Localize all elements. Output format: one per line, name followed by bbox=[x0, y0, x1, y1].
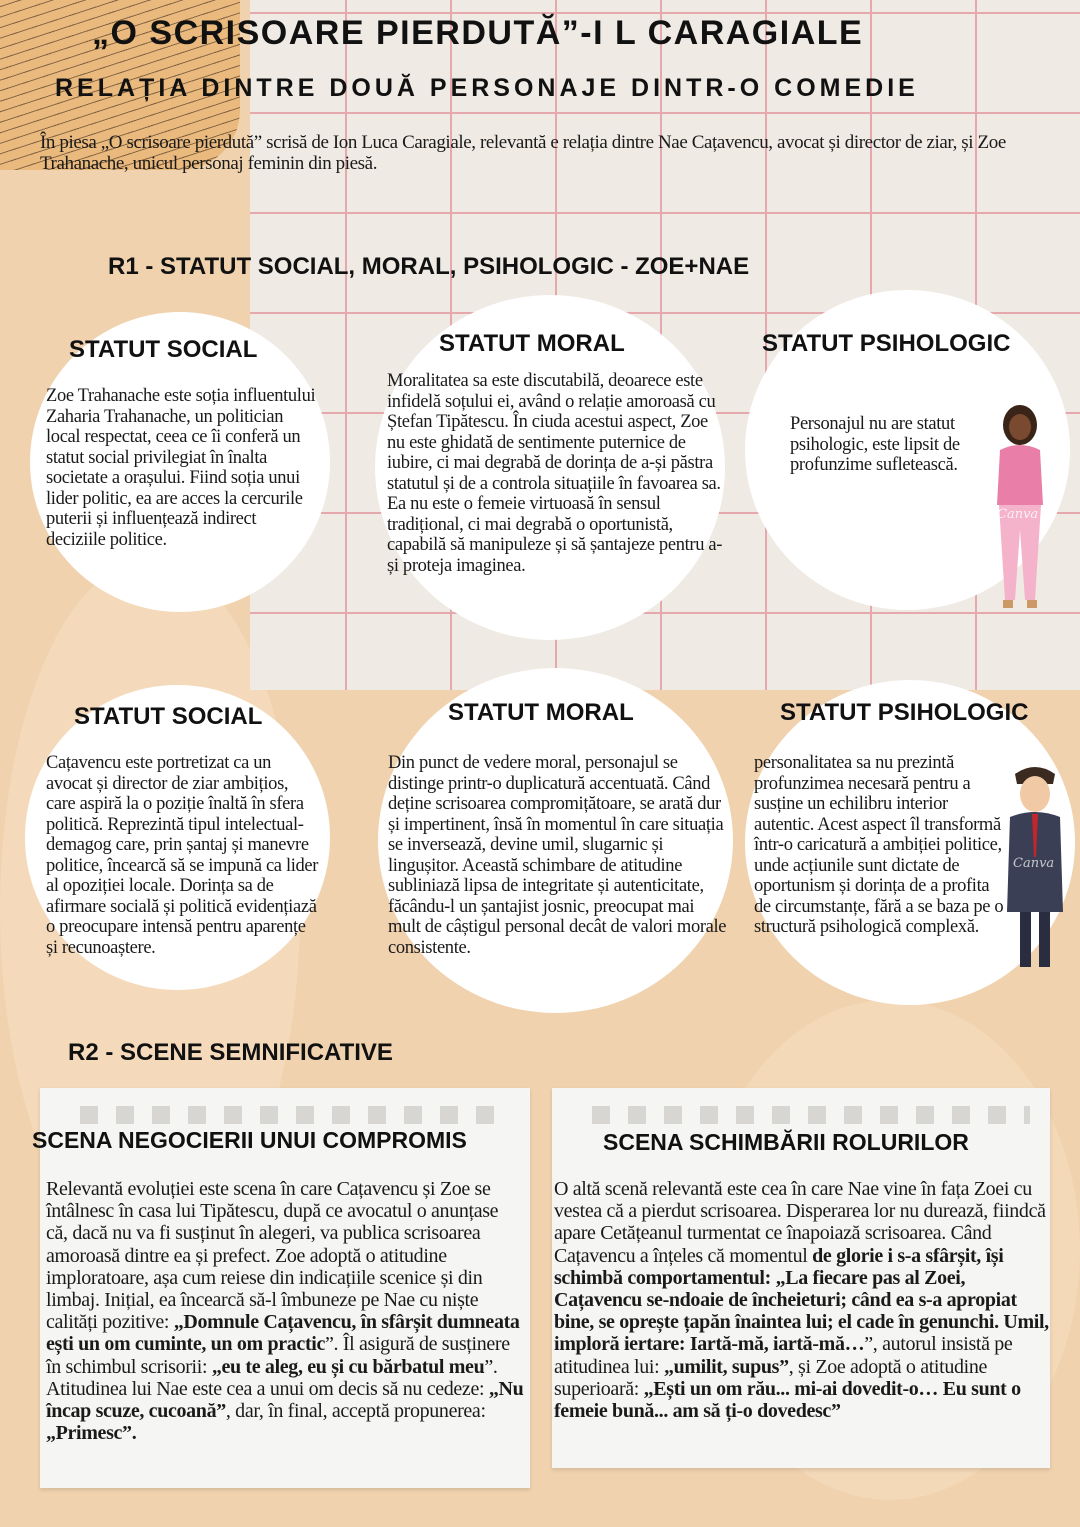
text-segment: ”. Îl asigură de susținere în schimbul scrisorii: bbox=[46, 1333, 510, 1378]
quote: „Domnule Cațavencu, în sfârșit dumneata ești un om cuminte, un om practic bbox=[46, 1311, 520, 1356]
nae-moral-text: Din punct de vedere moral, personajul se distinge printr-o duplicatură accentuată. Când deține scrisoarea compromițătoare, se arată dur și impertinent, însă în momentul în care situația se inversează, devine umil, slugarnic și lingușitor. Această schimbare de atitudine subliniază lipsa de integritate și autenticitate, făcându-l un șantajist josnic, preocupat mai mult de câștigul personal decât de valori morale consistente. bbox=[388, 753, 727, 958]
nae-psychological-text: personalitatea sa nu prezintă profunzimea necesară pentru a susține un echilibru interior autentic. Acest aspect îl transformă într-o caricatură a ambiției politice, unde acțiunile sunt dictate de oportunism și dorința de a profita de circumstanțe, fără a se baza pe o structură psihologică complexă. bbox=[754, 753, 1004, 937]
text-segment: , și Zoe adoptă o atitudine superioară: bbox=[554, 1355, 988, 1400]
quote: „umilit, supus” bbox=[663, 1355, 789, 1378]
woman-illustration-icon bbox=[985, 400, 1055, 615]
text-segment: , dar, în final, acceptă propunerea: bbox=[225, 1400, 486, 1423]
scene1-title: SCENA NEGOCIERII UNUI COMPROMIS bbox=[32, 1127, 467, 1153]
zoe-psychological-text: Personajul nu are statut psihologic, este lipsit de profunzime sufletească. bbox=[790, 414, 960, 475]
scene1-text bbox=[46, 1178, 524, 1444]
text-segment: ”. Atitudinea lui Nae este cea a unui om decis să nu cedeze: bbox=[46, 1355, 498, 1400]
zoe-psychological-title: STATUT PSIHOLOGIC bbox=[762, 330, 1011, 357]
paper-holes bbox=[80, 1106, 510, 1124]
nae-psychological-title: STATUT PSIHOLOGIC bbox=[780, 699, 1029, 726]
man-illustration-icon bbox=[1005, 762, 1065, 972]
page-title: „O SCRISOARE PIERDUTĂ”-I L CARAGIALE bbox=[92, 14, 864, 52]
quote: „Ești un om rău... mi-ai dovedit-o… Eu sunt o femeie bună... am să ți-o dovedesc” bbox=[554, 1377, 1021, 1423]
scene2-title: SCENA SCHIMBĂRII ROLURILOR bbox=[603, 1129, 969, 1155]
zoe-social-text: Zoe Trahanache este soția influentului Zaharia Trahanache, un politician local respectat, ceea ce îi conferă un statut social privilegiat în înalta societate a orașului. Fiind soția unui lider politic, ea are acces la cercurile puterii și influențează indirect deciziile politice. bbox=[46, 386, 316, 550]
nae-moral-title: STATUT MORAL bbox=[448, 699, 634, 726]
quote: „eu te aleg, eu și cu bărbatul meu bbox=[211, 1355, 485, 1378]
intro-paragraph: În piesa „O scrisoare pierdută” scrisă de Ion Luca Caragiale, relevantă e relația dintre Nae Cațavencu, avocat și director de ziar, și Zoe Trahanache, unicul personaj feminin din piesă. bbox=[40, 132, 1006, 174]
text-segment: Relevantă evoluției este scena în care Cațavencu și Zoe se întâlnesc în casa lui Tipătescu, după ce avocatul o anunțase că, dacă nu va fi susținut în alegeri, va publica scrisoarea amoroasă dintre ea și prefect. Zoe adoptă o atitudine imploratoare, așa cum reiese din indicațiile scenice și din limbaj. Inițial, ea încearcă să-l îmbuneze pe Nae cu niște calități pozitive: bbox=[46, 1178, 499, 1334]
watermark: Canva bbox=[997, 507, 1039, 522]
paper-holes bbox=[592, 1106, 1030, 1124]
zoe-moral-title: STATUT MORAL bbox=[439, 330, 625, 357]
page-subtitle: RELAȚIA DINTRE DOUĂ PERSONAJE DINTR-O COMEDIE bbox=[55, 74, 919, 102]
watermark: Canva bbox=[1013, 856, 1055, 871]
section-heading-r2: R2 - SCENE SEMNIFICATIVE bbox=[68, 1039, 393, 1066]
quote: „Primesc”. bbox=[46, 1422, 137, 1445]
nae-social-title: STATUT SOCIAL bbox=[74, 703, 263, 730]
quote: de glorie i s-a sfârșit, își schimbă comportamentul: „La fiecare pas al Zoei, Cațavencu se-ndoaie de încheieturi; când ea s-a apropiat bine, se oprește țapăn înaintea lui; el cade în genunchi. Umil, imploră iertare: Iartă-mă, iartă-mă… bbox=[554, 1244, 1049, 1356]
zoe-moral-text: Moralitatea sa este discutabilă, deoarece este infidelă soțului ei, având o relație amoroasă cu Ștefan Tipătescu. În ciuda acestui aspect, Zoe nu este ghidată de sentimente puternice de iubire, ci mai degrabă de dorința de a-și păstra statutul și de a controla situațiile în favoarea sa. Ea nu este o femeie virtuoasă în sensul tradițional, ci mai degrabă o oportunistă, capabilă să manipuleze și să șantajeze pentru a-și proteja imaginea. bbox=[387, 371, 723, 576]
text-segment: ”, autorul insistă pe atitudinea lui: bbox=[554, 1333, 1013, 1378]
nae-social-text: Cațavencu este portretizat ca un avocat și director de ziar ambițios, care aspiră la o poziție înaltă în sfera politică. Reprezintă tipul intelectual-demagog care, prin șantaj și manevre politice, încearcă să se impună ca lider al opoziției locale. Dorința sa de afirmare socială și politică evidențiază o preocupare intensă pentru aparențe și recunoaștere. bbox=[46, 753, 319, 958]
section-heading-r1: R1 - STATUT SOCIAL, MORAL, PSIHOLOGIC - ZOE+NAE bbox=[108, 253, 750, 280]
scene2-text bbox=[554, 1178, 1049, 1422]
zoe-social-title: STATUT SOCIAL bbox=[69, 336, 258, 363]
quote: „Nu încap scuze, cucoană” bbox=[46, 1377, 524, 1423]
text-segment: O altă scenă relevantă este cea în care Nae vine în fața Zoei cu vestea că a pierdut scrisoarea. Disperarea lor nu durează, fiindcă apare Cetățeanul turmentat ce înapoiază scrisoarea. Când Cațavencu a înțeles că momentul bbox=[554, 1178, 1046, 1267]
